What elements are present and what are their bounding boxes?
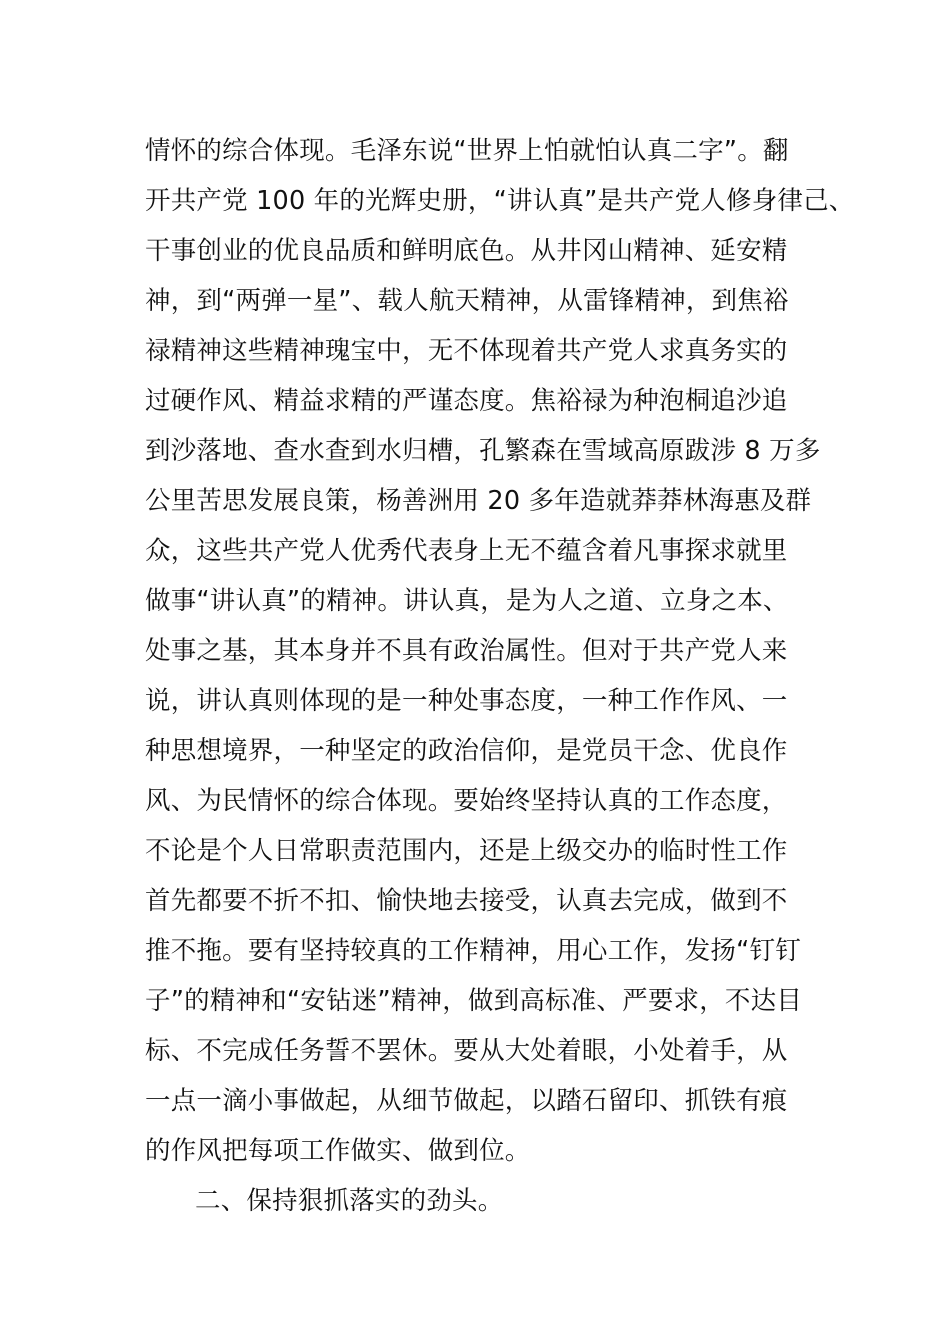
text-line: 风、为民情怀的综合体现。要始终坚持认真的工作态度， (145, 786, 788, 816)
text-line: 推不拖。要有坚持较真的工作精神，用心工作，发扬“钉钉 (145, 936, 801, 966)
text-line: 标、不完成任务誓不罢休。要从大处着眼，小处着手，从 (145, 1036, 788, 1066)
text-line: 说，讲认真则体现的是一种处事态度，一种工作作风、一 (145, 686, 788, 716)
text-line: 不论是个人日常职责范围内，还是上级交办的临时性工作 (145, 836, 788, 866)
text-line: 众，这些共产党人优秀代表身上无不蕴含着凡事探求就里 (145, 536, 788, 566)
text-line: 过硬作风、精益求精的严谨态度。焦裕禄为种泡桐追沙追 (145, 386, 788, 416)
text-line: 的作风把每项工作做实、做到位。 (145, 1136, 531, 1166)
text-line: 神，到“两弹一星”、载人航天精神，从雷锋精神，到焦裕 (145, 286, 789, 316)
text-line: 干事创业的优良品质和鲜明底色。从井冈山精神、延安精 (145, 236, 788, 266)
text-line: 禄精神这些精神瑰宝中，无不体现着共产党人求真务实的 (145, 336, 788, 366)
section-heading: 二、保持狠抓落实的劲头。 (195, 1186, 504, 1216)
text-line: 子”的精神和“安钻迷”精神，做到高标准、严要求，不达目 (145, 986, 803, 1016)
text-line: 处事之基，其本身并不具有政治属性。但对于共产党人来 (145, 636, 788, 666)
text-line: 首先都要不折不扣、愉快地去接受，认真去完成，做到不 (145, 886, 788, 916)
text-line: 开共产党 100 年的光辉史册，“讲认真”是共产党人修身律己、 (145, 186, 855, 216)
text-line: 情怀的综合体现。毛泽东说“世界上怕就怕认真二字”。翻 (145, 136, 789, 166)
text-line: 种思想境界，一种坚定的政治信仰，是党员干念、优良作 (145, 736, 788, 766)
text-line: 一点一滴小事做起，从细节做起，以踏石留印、抓铁有痕 (145, 1086, 788, 1116)
text-line: 公里苦思发展良策，杨善洲用 20 多年造就莽莽林海惠及群 (145, 486, 812, 516)
body-text (145, 126, 855, 1226)
text-line: 到沙落地、查水查到水归槽，孔繁森在雪域高原跋涉 8 万多 (145, 436, 821, 466)
text-line: 做事“讲认真”的精神。讲认真，是为人之道、立身之本、 (145, 586, 789, 616)
